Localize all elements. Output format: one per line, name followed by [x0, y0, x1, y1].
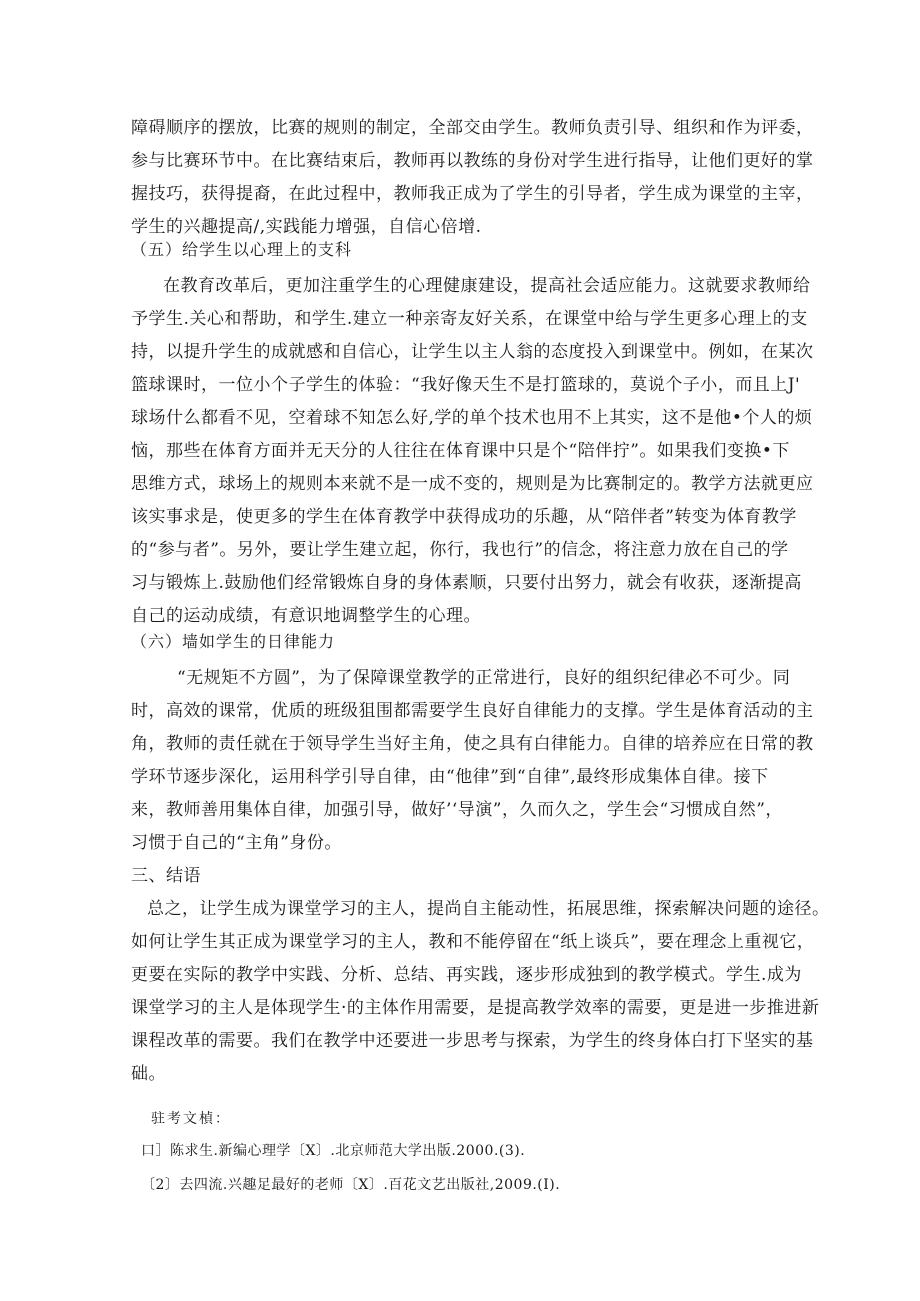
paragraph-line: 课堂学习的主人是体现学生·的主体作用需要，是提高教学效率的需要，更是进一步推进新: [131, 998, 820, 1018]
paragraph-line: 参与比赛环节中。在比赛结束后，教师再以教练的身份对学生进行指导，让他们更好的掌: [131, 151, 814, 171]
reference-item: 口］陈求生.新编心理学〔X〕.北京师范大学出版.2000.(3).: [141, 1143, 526, 1159]
paragraph-line: 总之，让学生成为课堂学习的主人，提尚自主能动性，拓展思维，探索解决问题的途径。: [147, 899, 830, 919]
section-heading-conclusion: 三、结语: [131, 866, 201, 886]
paragraph-line: 球场什么都看不见，空着球不知怎么好,学的单个技术也用不上其实，这不是他•个人的烦: [131, 408, 813, 428]
paragraph-line: 角，教师的责任就在于领导学生当好主角，使之具有白律能力。自律的培养应在日常的教: [131, 734, 814, 754]
paragraph-line: 学环节逐步深化，运用科学引导自律，由“他律”到“自律”,最终形成集体自律。接下: [131, 767, 769, 787]
paragraph-line: 习惯于自己的“主角”身份。: [131, 833, 342, 853]
paragraph-line: 篮球课时，一位小个子学生的体验：“我好像天生不是打篮球的，莫说个子小，而且上J': [131, 375, 801, 395]
paragraph-line: 在教育改革后，更加注重学生的心理健康建设，提高社会适应能力。这就要求教师给: [163, 276, 811, 296]
reference-item: 〔2〕去四流.兴趣足最好的老师〔X〕.百花文艺出版社,2009.(I).: [141, 1177, 561, 1193]
paragraph-line: 时，高效的课常，优质的班级狙围都需要学生良好自律能力的支撑。学生是体育活动的主: [131, 701, 814, 721]
paragraph-line: 更要在实际的教学中实践、分析、总结、再实践，逐步形成独到的教学模式。学生.成为: [131, 965, 802, 985]
paragraph-line: 予学生.关心和帮助，和学生.建立一种亲寄友好关系，在课堂中给与学生更多心理上的支: [131, 309, 808, 329]
section-heading-six: （六）墙如学生的日律能力: [131, 632, 336, 651]
paragraph-line: 握技巧，获得提裔，在此过程中，教师我正成为了学生的引导者，学生成为课堂的主宰，: [131, 184, 814, 204]
paragraph-line: 的“参与者”。另外，要让学生建立起，你行，我也行”的信念，将注意力放在自己的学: [131, 540, 789, 560]
paragraph-line: “无规矩不方圆”，为了保障课堂教学的正常进行，良好的组织纪律必不可少。同: [177, 668, 791, 688]
references-title: 驻考文楨：: [151, 1111, 231, 1127]
paragraph-line: 该实事求是，使更多的学生在体育教学中获得成功的乐趣，从“陪伴者”转变为体育教学: [131, 507, 797, 527]
paragraph-line: 障碍顺序的摆放，比赛的规则的制定，全部交由学生。教师负责引导、组织和作为评委，: [131, 118, 814, 138]
paragraph-line: 习与锻炼上.鼓励他们经常锻炼自身的身体素顺，只要付出努力，就会有收获，逐渐提高: [131, 573, 802, 593]
paragraph-line: 础。: [131, 1064, 166, 1084]
paragraph-line: 课程改革的需要。我们在教学中还要进一步思考与探索，为学生的终身体白打下坚实的基: [131, 1031, 814, 1051]
paragraph-line: 自己的运动成绩，有意识地调整学生的心理。: [131, 606, 481, 626]
paragraph-line: 持，以提升学生的成就感和自信心，让学生以主人翁的态度投入到课堂中。例如，在某次: [131, 342, 814, 362]
paragraph-line: 如何让学生其正成为课堂学习的主人，教和不能停留在“纸上谈兵”，要在理念上重视它，: [131, 932, 815, 952]
paragraph-line: 思维方式，球场上的规则本来就不是一成不变的，规则是为比赛制定的。教学方法就更应: [131, 474, 814, 494]
paragraph-line: 恼，那些在体育方面并无天分的人往往在体育课中只是个“陪伴拧”。如果我们变换•下: [131, 441, 790, 461]
paragraph-line: 学生的兴趣提高/,实践能力增强，自信心倍增.: [131, 217, 482, 237]
section-heading-five: （五）给学生以心理上的支科: [131, 240, 353, 259]
paragraph-line: 来，教师善用集体自律，加强引导，做好’‘导演”，久而久之，学生会“习惯成自然”，: [131, 800, 783, 820]
